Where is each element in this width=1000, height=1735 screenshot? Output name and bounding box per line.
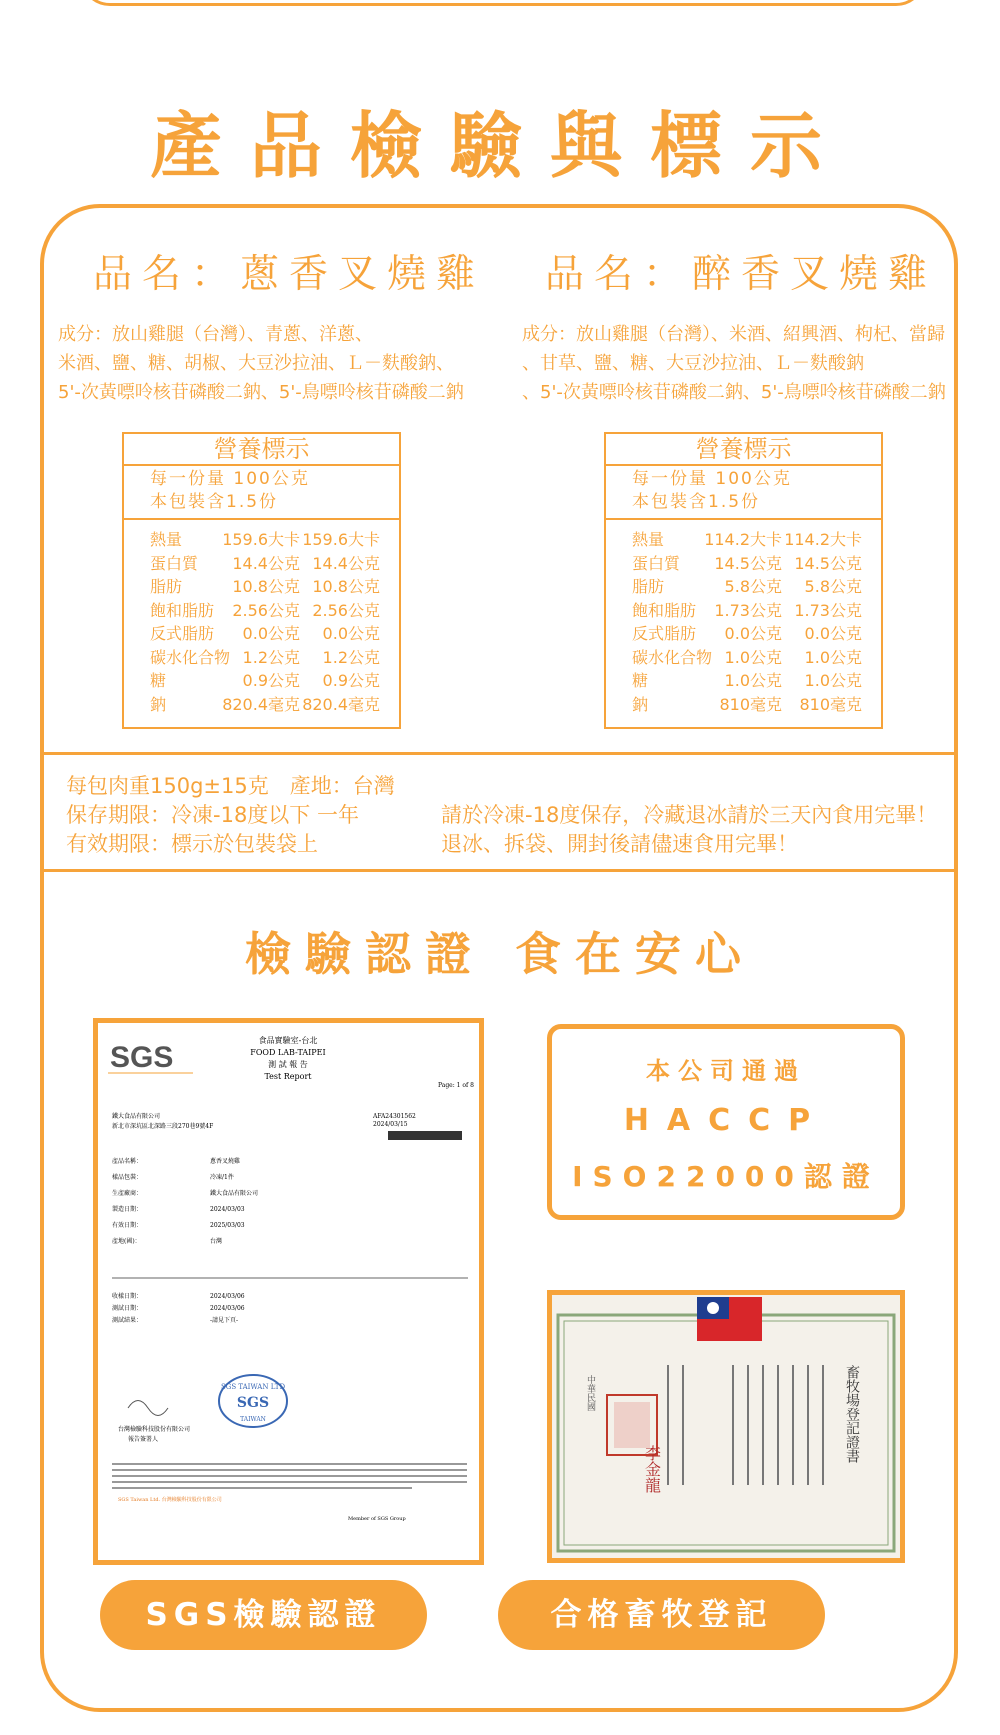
nutrition-row [150,622,399,646]
page-number: Page: 1 of 8 [438,1082,474,1089]
storage-note: 請於冷凍-18度保存，冷藏退冰請於三天內食用完畢！ [441,803,938,827]
nutrition-row [150,693,399,717]
nutrition-row [150,528,399,552]
thaw-note: 退冰、拆袋、開封後請儘速食用完畢！ [441,832,798,856]
field-label: 測試日期： [112,1305,143,1312]
report-date: 2024/03/15 [373,1121,408,1128]
field-value: 台灣 [210,1238,223,1245]
lab-cn: 食品實驗室-台北 [258,1036,318,1045]
nutrient-name: 碳水化合物 [632,647,713,667]
field-label: 樣品包裝： [112,1174,143,1181]
ingredient-line: 成分：放山雞腿（台灣）、青蔥、洋蔥、 [58,324,373,345]
address: 新北市深坑區北深路三段270巷9號4F [112,1123,214,1130]
product-name-1: 品名：蔥香叉燒雞 [93,252,486,297]
per-100g-value: 5.8公克 [804,577,862,596]
nutrition-table-1 [122,432,401,729]
shelf-life: 保存期限：冷凍-18度以下 一年 [66,803,359,827]
servings-per-pack: 本包裝含1.5份 [632,492,761,512]
certification-title: 檢驗認證 食在安心 [244,927,755,981]
nutrition-title: 營養標示 [606,434,881,466]
field-label: 有效日期： [112,1222,143,1229]
nutrient-name: 熱量 [632,530,665,549]
nutrition-row [632,669,881,693]
nutrition-row [150,669,399,693]
field-value: -請見下頁- [210,1317,239,1324]
per-serving-value: 0.0公克 [724,624,782,643]
nutrient-name: 糖 [632,671,649,690]
servings-per-pack: 本包裝含1.5份 [150,492,279,512]
nutrition-rows [124,520,399,716]
nutrition-row [632,622,881,646]
country-name: 中華民國 [585,1375,595,1411]
ingredient-line: 、甘草、鹽、糖、大豆沙拉油、Ｌ－麩酸鈉 [522,353,864,374]
per-100g-value: 0.0公克 [804,624,862,643]
sgs-certification-button[interactable]: SGS檢驗認證 [100,1580,427,1650]
ingredient-line: 成分：放山雞腿（台灣）、米酒、紹興酒、枸杞、當歸 [522,324,945,345]
nutrition-row [632,646,881,670]
flag-icon [697,1297,762,1341]
per-serving-value: 1.73公克 [714,600,782,620]
per-serving-value: 2.56公克 [232,600,300,620]
per-serving-value: 10.8公克 [232,577,300,596]
nutrition-row [150,599,399,623]
per-100g-value: 810毫克 [799,694,862,714]
ingredient-line: 5'-次黃嘌呤核苷磷酸二鈉、5'-鳥嘌呤核苷磷酸二鈉 [58,382,464,403]
per-serving-value: 1.0公克 [724,647,782,667]
ingredient-line: 米酒、鹽、糖、胡椒、大豆沙拉油、Ｌ－麩酸鈉、 [58,353,454,374]
field-label: 生產廠商： [112,1190,143,1197]
field-value: 蔥香叉燒雞 [210,1158,241,1165]
lab-en: FOOD LAB-TAIPEI [250,1048,326,1057]
nutrition-row [632,575,881,599]
ingredients-1 [58,320,464,407]
livestock-registration-button[interactable]: 合格畜牧登記 [498,1580,825,1650]
sgs-report-image [93,1018,484,1565]
per-serving-value: 14.4公克 [232,553,300,573]
nutrition-row [632,693,881,717]
per-100g-value: 10.8公克 [312,577,380,596]
ingredient-line: 、5'-次黃嘌呤核苷磷酸二鈉、5'-鳥嘌呤核苷磷酸二鈉 [522,382,946,403]
page-title: 產品檢驗與標示 [149,104,850,188]
nutrition-row [150,552,399,576]
field-value: 2024/03/06 [210,1293,245,1300]
nutrition-row [632,552,881,576]
serving-info [124,466,399,520]
nutrient-name: 蛋白質 [150,553,199,573]
nutrition-rows [606,520,881,716]
ingredients-2 [522,320,946,407]
nutrient-name: 飽和脂肪 [632,600,697,620]
field-value: 2024/03/03 [210,1206,245,1213]
nutrition-table-2 [604,432,883,729]
divider [42,752,956,755]
certificate-title: 畜牧場登記證書 [844,1365,860,1463]
per-serving-value: 1.2公克 [242,647,300,667]
nutrient-name: 鈉 [632,694,649,714]
per-100g-value: 14.4公克 [312,553,380,573]
field-value: 2024/03/06 [210,1305,245,1312]
per-100g-value: 1.0公克 [804,647,862,667]
nutrient-name: 蛋白質 [632,553,681,573]
nutrient-name: 反式脂肪 [632,624,697,643]
livestock-certificate-image [547,1290,905,1563]
per-serving-value: 5.8公克 [724,577,782,596]
per-100g-value: 2.56公克 [312,600,380,620]
haccp-line2: HACCP [623,1103,829,1138]
field-value: 2025/03/03 [210,1222,245,1229]
nutrient-name: 脂肪 [150,577,183,596]
nutrition-row [150,646,399,670]
svg-text:SGS: SGS [236,1395,270,1411]
field-label: 產地(國)： [112,1238,141,1245]
per-100g-value: 14.5公克 [794,553,862,573]
haccp-line3: ISO22000認證 [572,1160,880,1193]
serving-size: 每一份量 100公克 [632,469,792,489]
per-100g-value: 114.2大卡 [784,530,862,549]
weight-origin: 每包肉重150g±15克 產地：台灣 [66,774,395,798]
per-100g-value: 1.0公克 [804,671,862,690]
nutrient-name: 反式脂肪 [150,624,215,643]
per-100g-value: 1.2公克 [322,647,380,667]
per-100g-value: 0.0公克 [322,624,380,643]
nutrition-row [632,599,881,623]
field-value: 鐵大食品有限公司 [210,1190,259,1197]
storage-info-left [66,772,395,859]
sgs-footer: SGS Taiwan Ltd. 台灣檢驗科技股份有限公司 [118,1497,222,1503]
per-serving-value: 0.9公克 [242,671,300,690]
nutrient-name: 鈉 [150,694,167,714]
per-100g-value: 820.4毫克 [302,694,380,714]
sgs-member: Member of SGS Group [348,1516,406,1522]
per-serving-value: 114.2大卡 [704,530,782,549]
expiry-info: 有效期限：標示於包裝袋上 [66,832,318,856]
divider [42,869,956,872]
signer-company: 台灣檢驗科技股份有限公司 [118,1426,191,1433]
official-signature: 李金龍 [642,1445,662,1493]
per-100g-value: 0.9公克 [322,671,380,690]
field-label: 製造日期： [112,1206,143,1213]
report-cn: 測 試 報 告 [268,1060,308,1069]
field-label: 收樣日期： [112,1293,143,1300]
per-serving-value: 1.0公克 [724,671,782,690]
storage-info-right [441,801,937,859]
nutrition-title: 營養標示 [124,434,399,466]
haccp-line1: 本公司通過 [646,1057,806,1085]
haccp-iso-box [547,1024,905,1220]
per-serving-value: 159.6大卡 [222,530,300,549]
svg-text:TAIWAN: TAIWAN [240,1416,266,1423]
signer-role: 報告簽署人 [128,1436,159,1443]
field-label: 測試結果： [112,1317,143,1324]
nutrient-name: 糖 [150,671,167,690]
field-value: 冷凍/1件 [210,1174,234,1181]
per-serving-value: 0.0公克 [242,624,300,643]
nutrition-row [150,575,399,599]
product-name-2: 品名：醉香叉燒雞 [545,252,938,297]
per-serving-value: 820.4毫克 [222,694,300,714]
field-label: 產品名稱： [112,1158,143,1165]
company: 鐵大食品有限公司 [112,1113,161,1120]
per-serving-value: 14.5公克 [714,553,782,573]
report-no: AFA24301562 [373,1113,416,1120]
serving-info [606,466,881,520]
per-100g-value: 1.73公克 [794,600,862,620]
per-serving-value: 810毫克 [719,694,782,714]
top-frame-edge [80,0,926,6]
report-en: Test Report [264,1072,312,1081]
nutrition-row [632,528,881,552]
sgs-logo: SGS [110,1041,174,1074]
nutrient-name: 碳水化合物 [150,647,231,667]
serving-size: 每一份量 100公克 [150,469,310,489]
nutrient-name: 飽和脂肪 [150,600,215,620]
nutrient-name: 脂肪 [632,577,665,596]
svg-text:SGS TAIWAN LTD: SGS TAIWAN LTD [220,1383,286,1391]
per-100g-value: 159.6大卡 [302,530,380,549]
nutrient-name: 熱量 [150,530,183,549]
